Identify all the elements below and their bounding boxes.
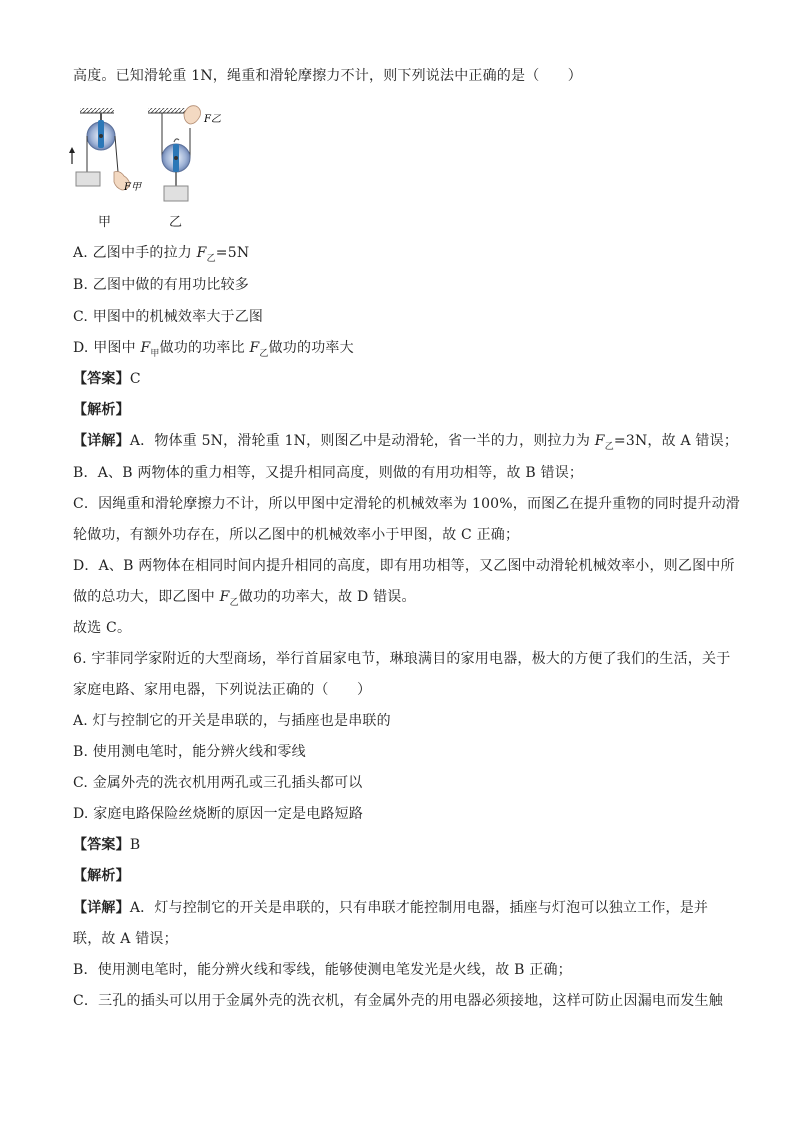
q5-detail-c-line2: 轮做功，有额外功存在，所以乙图中的机械效率小于甲图，故 C 正确；	[73, 527, 520, 543]
q6-stem-line1: 6. 宇菲同学家附近的大型商场，举行首届家电节，琳琅满目的家用电器，极大的方便了我们的生活，关于	[73, 651, 731, 667]
q5-detail-b: B．A、B 两物体的重力相等，又提升相同高度，则做的有用功相等，故 B 错误；	[73, 465, 584, 481]
ceiling-left	[80, 108, 114, 113]
weight-a	[76, 172, 100, 186]
q5-analysis-heading: 【解析】	[73, 402, 130, 418]
q6-stem-line2: 家庭电路、家用电器，下列说法正确的（ ）	[73, 682, 372, 698]
q5-detail-d-line2: 做的总功大，即乙图中 $F_乙$做功的功率大，故 D 错误。	[73, 589, 416, 608]
q6-detail-c: C．三孔的插头可以用于金属外壳的洗衣机，有金属外壳的用电器必须接地，这样可防止因漏电而发生触	[73, 993, 723, 1009]
q5-detail-a: 【详解】A．物体重 5N，滑轮重 1N，则图乙中是动滑轮，省一半的力，则拉力为 $F_乙=3N$，故 A 错误；	[73, 433, 739, 452]
q6-option-c: C. 金属外壳的洗衣机用两孔或三孔插头都可以	[73, 775, 363, 791]
q5-conclusion: 故选 C。	[73, 620, 132, 636]
q6-option-b: B. 使用测电笔时，能分辨火线和零线	[73, 744, 306, 760]
q6-detail-b: B．使用测电笔时，能分辨火线和零线，能够使测电笔发光是火线，故 B 正确；	[73, 962, 572, 978]
ceiling-right	[148, 108, 188, 113]
q5-answer: 【答案】C	[73, 371, 141, 387]
q5-option-a: A. 乙图中手的拉力 $F_乙=5N$	[73, 245, 250, 264]
q6-answer: 【答案】B	[73, 837, 141, 853]
force-label-yi: F乙	[204, 114, 221, 125]
q5-detail-d-line1: D．A、B 两物体在相同时间内提升相同的高度，即有用功相等，又乙图中动滑轮机械效率小，则乙图中所	[73, 558, 735, 574]
figure-label-yi: 乙	[169, 215, 183, 230]
q6-option-d: D. 家庭电路保险丝烧断的原因一定是电路短路	[73, 806, 364, 822]
q5-detail-c-line1: C．因绳重和滑轮摩擦力不计，所以甲图中定滑轮的机械效率为 100%，而图乙在提升重物的同时提升动滑	[73, 496, 740, 512]
q5-option-b: B. 乙图中做的有用功比较多	[73, 277, 249, 293]
q5-option-c: C. 甲图中的机械效率大于乙图	[73, 309, 264, 325]
q5-stem-end: 高度。已知滑轮重 1N，绳重和滑轮摩擦力不计，则下列说法中正确的是（ ）	[73, 68, 583, 84]
q5-option-d: D. 甲图中 $F_甲$做功的功率比 $F_乙$做功的功率大	[73, 340, 354, 359]
q6-detail-a-line2: 联，故 A 错误；	[73, 931, 178, 947]
q6-option-a: A. 灯与控制它的开关是串联的，与插座也是串联的	[73, 713, 391, 729]
pulley-diagram	[66, 102, 236, 230]
q6-analysis-heading: 【解析】	[73, 868, 130, 884]
figure-label-jia: 甲	[98, 215, 112, 230]
weight-b	[164, 186, 188, 201]
q6-detail-a-line1: 【详解】A．灯与控制它的开关是串联的，只有串联才能控制用电器，插座与灯泡可以独立工作，是并	[73, 900, 709, 916]
pulley-figure	[66, 102, 236, 230]
force-label-jia: F甲	[124, 182, 141, 193]
